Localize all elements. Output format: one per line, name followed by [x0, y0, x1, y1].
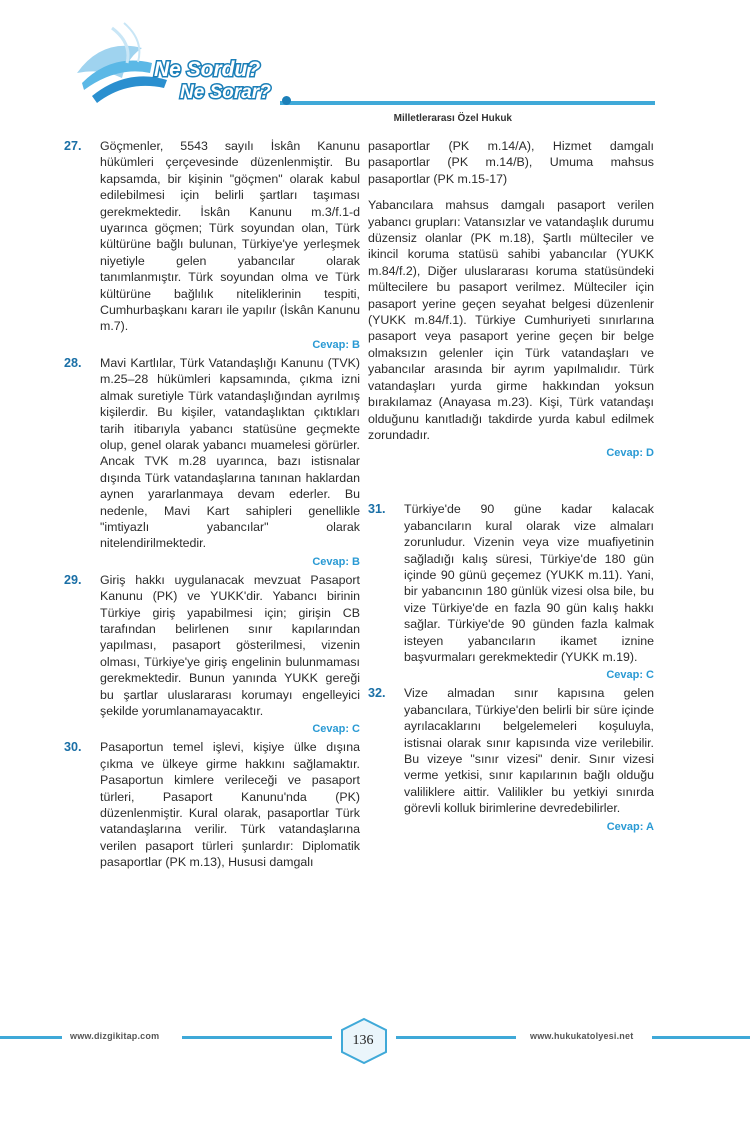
question-text: Türkiye'de 90 güne kadar kalacak yabancıların kural olarak vize almaları zorunludur. Vizenin veya vize muafiyetinin sağladığı kalış süresi, Türkiye'de 180 gün içinde 90 günü geçemez (YUKK m.11). Yani, bir yabancının 180 günlük vizesi olsa bile, bu vize Türkiye'de en fazla 90 gün kalış hakkı sağlar. Türkiye'de 90 günden fazla kalmak isteyen yabancıların ikamet iznine başvurmaları gerekmektedir (YUKK m.19). [404, 502, 654, 664]
question-30 [64, 739, 360, 870]
question-text: Mavi Kartlılar, Türk Vatandaşlığı Kanunu (TVK) m.25–28 hükümleri kapsamında, çıkma izni almak suretiyle Türk vatandaşlığından ayrılmış kişilerdir. Bu kişiler, vatandaşlıktan çıktıkları tarih itibarıyla yabancı statüsüne geçmekte olup, genel olarak yabancı muamelesi görürler. Ancak TVK m.28 uyarınca, bazı istisnalar dışında Türk vatandaşlarına tanınan haklardan aynen yararlanmaya devam ederler. Bu nedenle, Mavi Kart sahipleri genellikle "imtiyazlı yabancılar" olarak nitelendirilmektedir. [100, 355, 360, 551]
logo-line-2: Ne Sorar? [180, 82, 271, 103]
footer-rule-center-right [396, 1036, 516, 1039]
question-number: 32. [368, 686, 386, 701]
question-number: 29. [64, 572, 82, 587]
question-text: Giriş hakkı uygulanacak mevzuat Pasaport Kanunu (PK) ve YUKK'dir. Yabancı birinin Türkiye giriş yapabilmesi için; girişin CB tarafından belirlenen sınır kapılarından yapılması, pasaport gösterilmesi, vizenin olması, Türkiye'ye giriş engelinin bulunmaması gerekmektedir. Bunun yanında YUKK gereği bu şartlar uluslararası korumayı engelleyici şekilde yorumlanamayacaktır. [100, 572, 360, 718]
question-text-paragraph: Yabancılara mahsus damgalı pasaport verilen yabancı grupları: Vatansızlar ve vatandaşlık durumu düzensiz olanlar (PK m.18), Şartlı mülteciler ve ikincil koruma statüsü sahibi yabancılar (YUKK m.84/f.2), Diğer uluslararası koruma statüsündeki mültecilere bu pasaport verilmez. Mülteciler için pasaport yerine geçen seyahat belgesi düzenlenir (YUKK m.84/f.1). Türkiye Cumhuriyeti sınırlarına pasaport veya pasaport yerine geçen bir belge olmaksızın gelenler için Türk vatandaşları ve yabancılar arasında bir ayrım yapılmalıdır. Türk vatandaşları yurda girme hakkından yoksun bırakılamaz (Anayasa m.23). Kişi, Türk vatandaşı olduğunu kanıtladığı takdirde yurda kabul edilmek zorundadır. [368, 198, 654, 442]
question-30-continued [368, 138, 654, 463]
answer-label: Cevap: C [312, 723, 360, 736]
question-number: 31. [368, 502, 386, 517]
question-28 [64, 355, 360, 572]
footer-rule-right [652, 1036, 750, 1039]
answer-label: Cevap: D [606, 447, 654, 460]
right-column [368, 138, 654, 837]
header-dot [282, 96, 291, 105]
question-text: Vize almadan sınır kapısına gelen yabancılara, Türkiye'den belirli bir süre içinde ayrılacaklarını belgelemeleri koşuluyla, istisnai olarak sınır kapısında vize verilebilir. Bu vizeye "sınır vizesi" denir. Sınır vizesi verme yetkisi, sınır kapılarının bağlı olduğu valiliklere aittir. Valilikler bu yetkiyi sınırda görevli kolluk birimlerine devredebilirler. [404, 686, 654, 816]
footer-rule-left [0, 1036, 62, 1039]
answer-label: Cevap: B [312, 338, 360, 351]
footer-rule-center-left [182, 1036, 332, 1039]
question-27 [64, 138, 360, 355]
answer-label: Cevap: A [606, 820, 654, 833]
left-column [64, 138, 360, 871]
header-rule [280, 101, 655, 105]
footer-right-url[interactable]: www.hukukatolyesi.net [530, 1031, 634, 1041]
question-number: 28. [64, 355, 82, 370]
book-logo [72, 18, 302, 108]
logo-line-1: Ne Sordu? [154, 58, 261, 81]
question-31 [368, 501, 654, 685]
subject-title: Milletlerarası Özel Hukuk [393, 113, 512, 124]
page-number: 136 [352, 1033, 374, 1048]
question-text: Pasaportun temel işlevi, kişiye ülke dışına çıkma ve ülkeye girme hakkını sağlamaktır. Pasaportun kimlere verileceği ve pasaport türleri, Pasaport Kanunu'nda (PK) düzenlenmiştir. Kural olarak, pasaportlar Türk vatandaşlarına verilir. Türk vatandaşlarına verilen pasaport türleri şunlardır: Diplomatik pasaportlar (PK m.13), Hususi damgalı [100, 740, 360, 870]
answer-label: Cevap: B [312, 555, 360, 568]
question-29 [64, 572, 360, 740]
answer-label: Cevap: C [606, 669, 654, 682]
question-number: 30. [64, 740, 82, 755]
question-32 [368, 685, 654, 836]
logo-text [154, 58, 271, 103]
question-text: Göçmenler, 5543 sayılı İskân Kanunu hükümleri çerçevesinde düzenlenmiştir. Bu kapsamda, bir kişinin "göçmen" olarak kabul edilebilmesi için belirli şartları taşıması gerekmektedir. İskân Kanunu m.3/f.1-d uyarınca göçmen; Türk soyundan olan, Türk kültürüne bağlı bulunan, Türkiye'ye yerleşmek niyetiyle gelen yabancılar olarak tanımlanmıştır. Türk soyundan olma ve Türk kültürüne bağlılık niteliklerinin tespiti, Cumhurbaşkanı kararı ile yapılır (İskân Kanunu m.7). [100, 139, 360, 334]
page-header [0, 0, 750, 124]
footer-left-url[interactable]: www.dizgikitap.com [70, 1031, 160, 1041]
question-text-continuation: pasaportlar (PK m.14/A), Hizmet damgalı pasaportlar (PK m.14/B), Umuma mahsus pasaportlar (PK m.15-17) [368, 139, 654, 186]
question-number: 27. [64, 139, 82, 153]
